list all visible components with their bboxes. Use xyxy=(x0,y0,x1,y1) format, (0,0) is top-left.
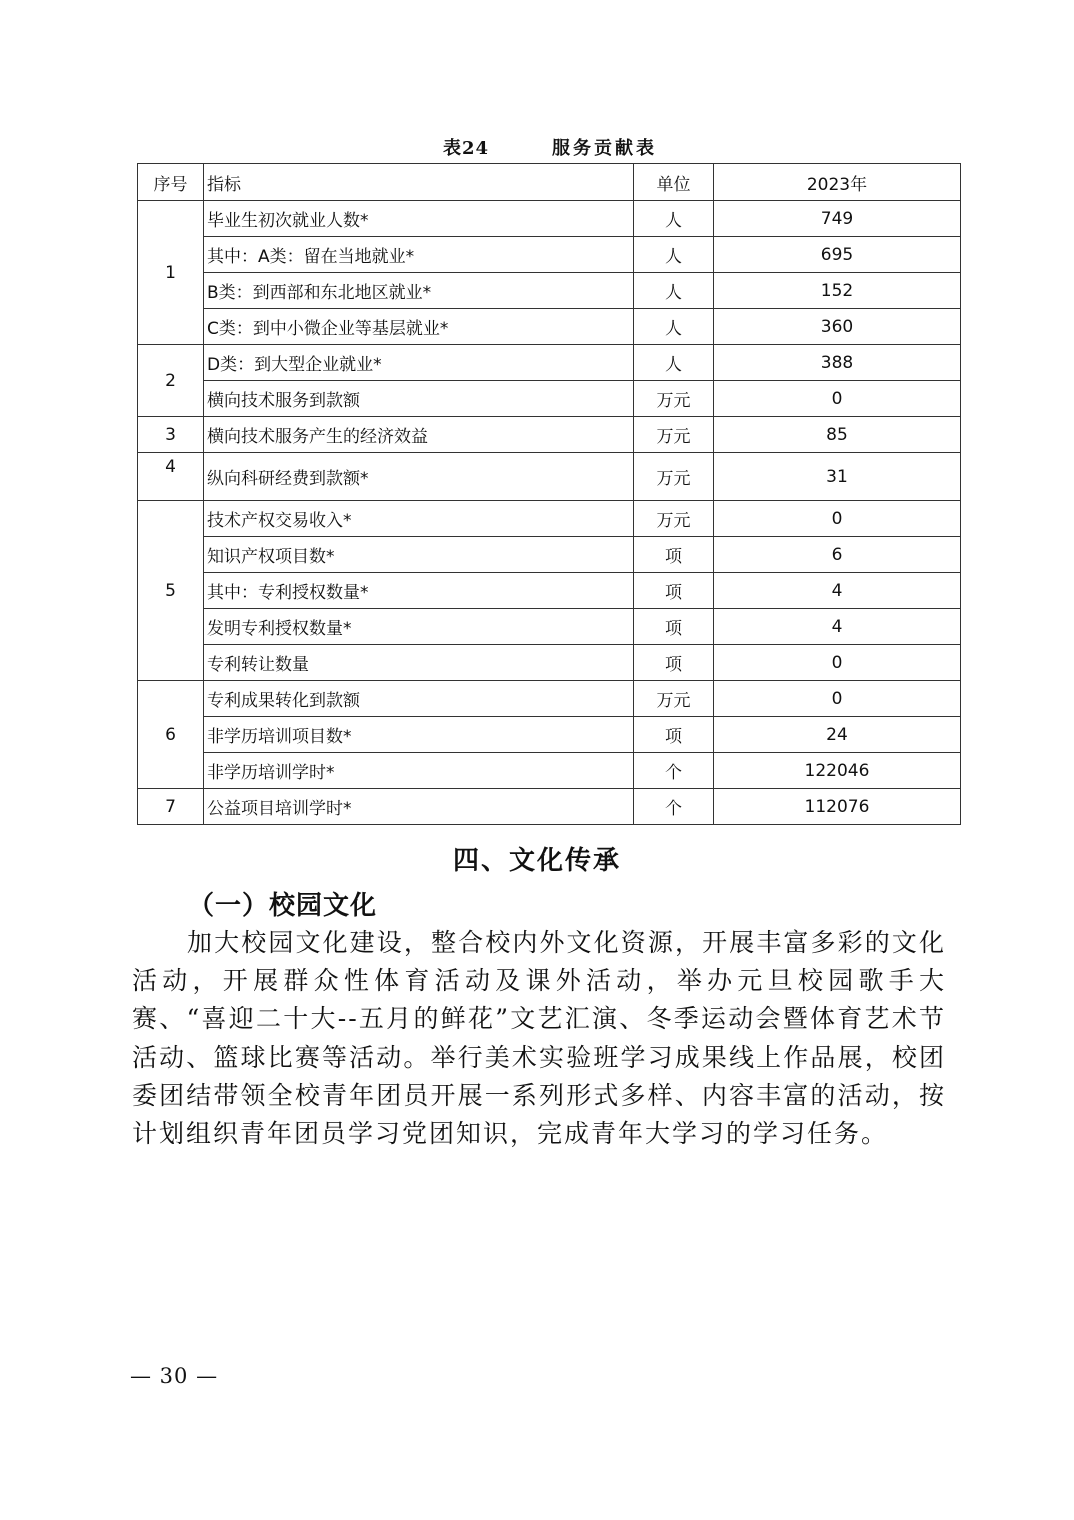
table-row xyxy=(138,645,961,681)
header-unit: 单位 xyxy=(634,164,714,201)
table-row xyxy=(138,573,961,609)
row-indicator: 其中：专利授权数量* xyxy=(204,573,634,609)
table-row xyxy=(138,417,961,453)
row-indicator: 发明专利授权数量* xyxy=(204,609,634,645)
table-row xyxy=(138,201,961,237)
row-indicator: B类：到西部和东北地区就业* xyxy=(204,273,634,309)
row-unit: 万元 xyxy=(634,681,714,717)
row-unit: 人 xyxy=(634,309,714,345)
row-unit: 万元 xyxy=(634,381,714,417)
row-seq: 6 xyxy=(138,681,204,789)
header-year: 2023年 xyxy=(714,164,961,201)
section-title: 四、文化传承 xyxy=(452,846,621,876)
row-value: 85 xyxy=(714,417,961,453)
row-unit: 项 xyxy=(634,573,714,609)
row-value: 152 xyxy=(714,273,961,309)
table-row xyxy=(138,609,961,645)
row-value: 122046 xyxy=(714,753,961,789)
row-indicator: 毕业生初次就业人数* xyxy=(204,201,634,237)
row-indicator: 技术产权交易收入* xyxy=(204,501,634,537)
row-unit: 个 xyxy=(634,789,714,825)
subsection-title: （一）校园文化 xyxy=(188,891,378,921)
table-row xyxy=(138,273,961,309)
row-unit: 人 xyxy=(634,345,714,381)
row-unit: 万元 xyxy=(634,417,714,453)
table-row xyxy=(138,681,961,717)
table-number: 表24 xyxy=(443,138,490,159)
row-indicator: 知识产权项目数* xyxy=(204,537,634,573)
page-number: — 30 — xyxy=(130,1364,219,1388)
row-unit: 人 xyxy=(634,237,714,273)
row-value: 112076 xyxy=(714,789,961,825)
table-row xyxy=(138,237,961,273)
row-value: 6 xyxy=(714,537,961,573)
table-row xyxy=(138,537,961,573)
row-unit: 个 xyxy=(634,753,714,789)
row-seq: 1 xyxy=(138,201,204,345)
table-row xyxy=(138,501,961,537)
table-row xyxy=(138,753,961,789)
row-indicator: D类：到大型企业就业* xyxy=(204,345,634,381)
service-contribution-table xyxy=(137,163,961,825)
row-unit: 项 xyxy=(634,717,714,753)
row-seq: 4 xyxy=(138,453,204,501)
row-indicator: C类：到中小微企业等基层就业* xyxy=(204,309,634,345)
row-value: 0 xyxy=(714,681,961,717)
header-seq: 序号 xyxy=(138,164,204,201)
row-indicator: 专利成果转化到款额 xyxy=(204,681,634,717)
row-unit: 项 xyxy=(634,609,714,645)
table-title: 服务贡献表 xyxy=(552,138,657,159)
row-indicator: 横向技术服务产生的经济效益 xyxy=(204,417,634,453)
row-value: 360 xyxy=(714,309,961,345)
row-unit: 人 xyxy=(634,273,714,309)
row-value: 31 xyxy=(714,453,961,501)
table-row xyxy=(138,717,961,753)
table-header-row xyxy=(138,164,961,201)
row-unit: 项 xyxy=(634,645,714,681)
row-value: 0 xyxy=(714,501,961,537)
row-seq: 7 xyxy=(138,789,204,825)
row-value: 0 xyxy=(714,381,961,417)
row-value: 0 xyxy=(714,645,961,681)
row-indicator: 非学历培训学时* xyxy=(204,753,634,789)
row-unit: 万元 xyxy=(634,501,714,537)
header-indicator: 指标 xyxy=(204,164,634,201)
row-unit: 人 xyxy=(634,201,714,237)
row-indicator: 横向技术服务到款额 xyxy=(204,381,634,417)
row-value: 24 xyxy=(714,717,961,753)
table-row xyxy=(138,381,961,417)
row-indicator: 非学历培训项目数* xyxy=(204,717,634,753)
row-unit: 万元 xyxy=(634,453,714,501)
row-seq: 3 xyxy=(138,417,204,453)
row-value: 749 xyxy=(714,201,961,237)
table-row xyxy=(138,789,961,825)
row-unit: 项 xyxy=(634,537,714,573)
row-indicator: 公益项目培训学时* xyxy=(204,789,634,825)
row-value: 4 xyxy=(714,573,961,609)
body-paragraph: 加大校园文化建设，整合校内外文化资源，开展丰富多彩的文化活动，开展群众性体育活动及课外活动，举办元旦校园歌手大赛、“喜迎二十大--五月的鲜花”文艺汇演、冬季运动会暨体育艺术节活动、篮球比赛等活动。举行美术实验班学习成果线上作品展，校团委团结带领全校青年团员开展一系列形式多样、内容丰富的活动，按计划组织青年团员学习党团知识，完成青年大学习的学习任务。 xyxy=(132,928,946,1149)
row-value: 695 xyxy=(714,237,961,273)
table-row xyxy=(138,345,961,381)
row-indicator: 其中：A类：留在当地就业* xyxy=(204,237,634,273)
table-row xyxy=(138,453,961,501)
row-seq: 5 xyxy=(138,501,204,681)
row-indicator: 纵向科研经费到款额* xyxy=(204,453,634,501)
row-value: 4 xyxy=(714,609,961,645)
table-row xyxy=(138,309,961,345)
row-indicator: 专利转让数量 xyxy=(204,645,634,681)
row-seq: 2 xyxy=(138,345,204,417)
row-value: 388 xyxy=(714,345,961,381)
